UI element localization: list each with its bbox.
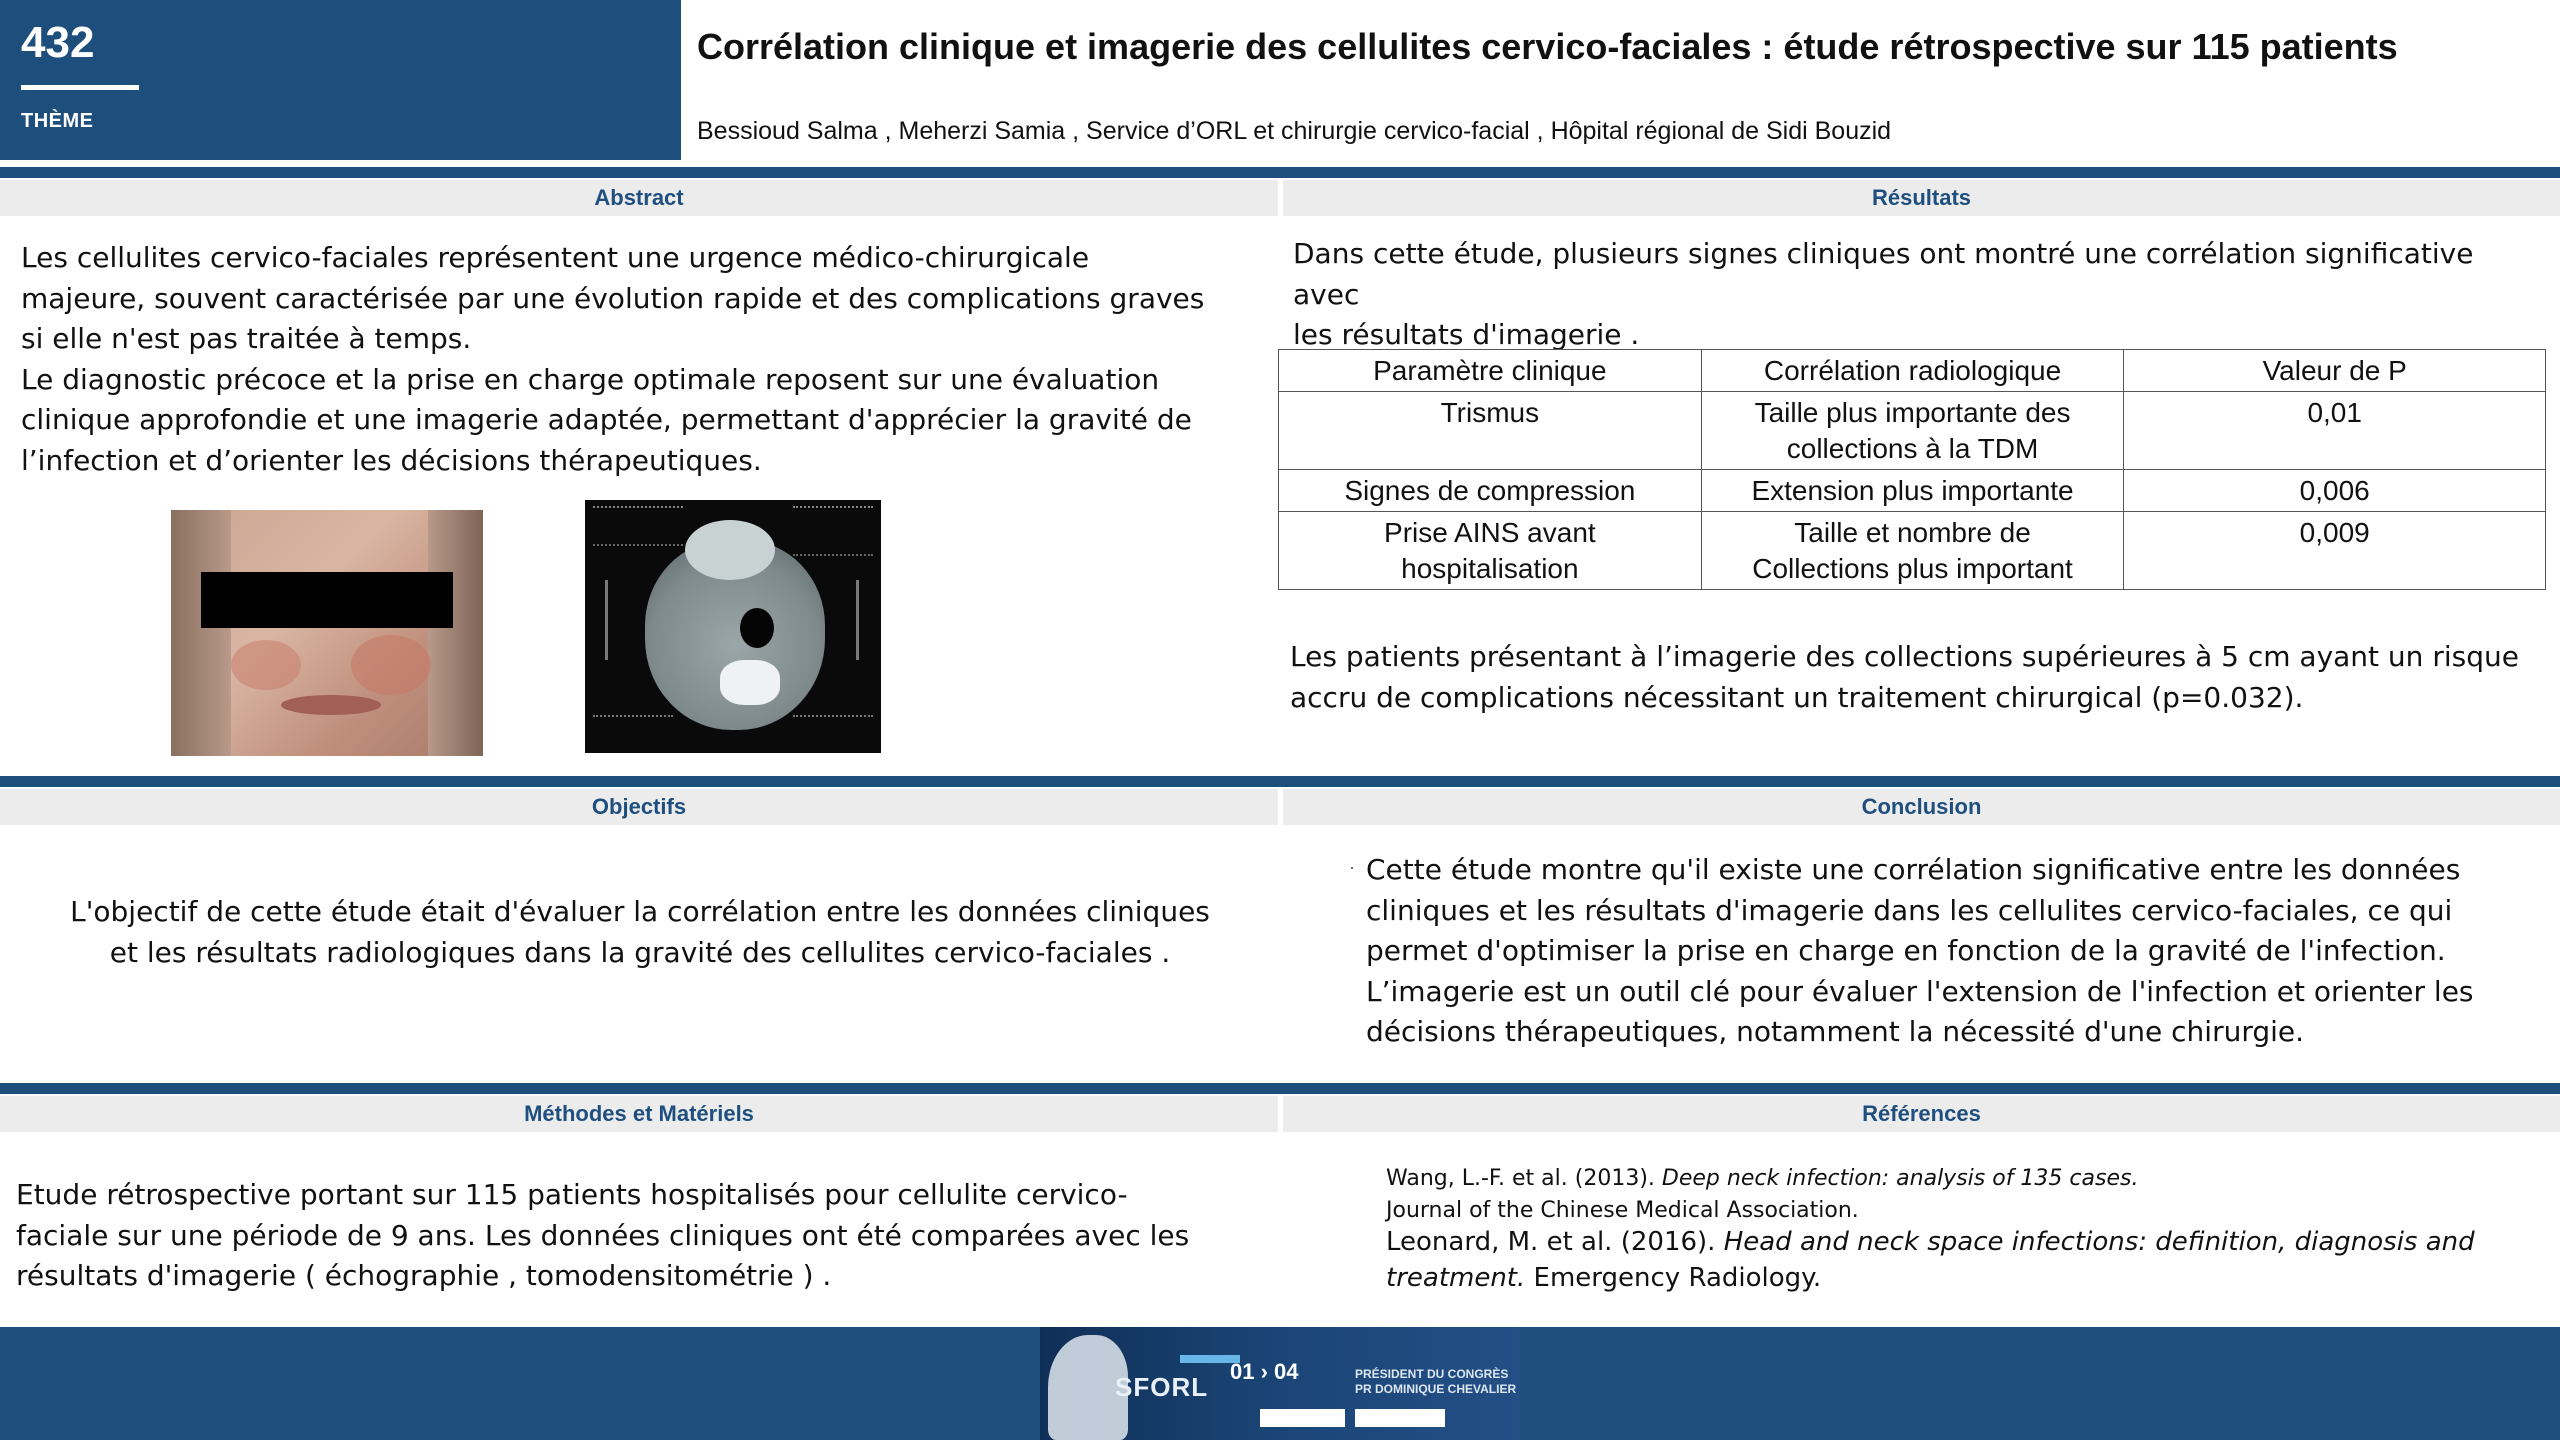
conclusion-line: L’imagerie est un outil clé pour évaluer l'extension de l'infection et orienter les: [1366, 974, 2474, 1008]
reference-2-authors: Leonard, M. et al. (2016).: [1386, 1227, 1724, 1257]
table-cell-param: [1279, 512, 1702, 590]
conclusion-text: [1366, 850, 2551, 1053]
badge-divider: [21, 85, 139, 90]
table-cell-p: 0,01: [2124, 392, 2546, 470]
sforl-logo: SFORL: [1115, 1372, 1209, 1402]
band-divider-middle: [0, 776, 2560, 787]
conclusion-line: cliniques et les résultats d'imagerie dans les cellulites cervico-faciales, ce qui: [1366, 893, 2453, 927]
conclusion-line: décisions thérapeutiques, notamment la nécessité d'une chirurgie.: [1366, 1015, 2305, 1048]
table-cell-corr: [1701, 392, 2124, 470]
methodes-line: faciale sur une période de 9 ans. Les données cliniques ont été comparées avec les: [16, 1218, 1190, 1252]
objectifs-line: L'objectif de cette étude était d'évaluer la corrélation entre les données cliniques: [70, 895, 1210, 928]
table-cell-corr: [1701, 470, 2124, 512]
conclusion-line: Cette étude montre qu'il existe une corrélation significative entre les données: [1366, 853, 2461, 886]
poster-authors: Bessioud Salma , Meherzi Samia , Service d’ORL et chirurgie cervico-facial , Hôpital régional de Sidi Bouzid: [697, 117, 1892, 145]
cell-line: Prise AINS avant: [1384, 517, 1596, 548]
banner-president: PRÉSIDENT DU CONGRÈS PR DOMINIQUE CHEVALIER: [1355, 1367, 1517, 1396]
section-header-methodes: [0, 1096, 1278, 1132]
cell-line: collections à la TDM: [1786, 433, 2039, 464]
resultats-outro-line: accru de complications nécessitant un traitement chirurgical (p=0.032).: [1290, 680, 2304, 714]
table-header-cell: Valeur de P: [2124, 350, 2546, 392]
resultats-intro-line: les résultats d'imagerie .: [1293, 318, 1640, 351]
abstract-line: clinique approfondie et une imagerie adaptée, permettant d'apprécier la gravité de: [21, 403, 1192, 436]
resultats-outro-line: Les patients présentant à l’imagerie des collections supérieures à 5 cm ayant un risque: [1290, 640, 2519, 673]
abstract-line: l’infection et d’orienter les décisions thérapeutiques.: [21, 443, 762, 477]
section-heading-conclusion: Conclusion: [1861, 794, 1982, 819]
table-row: [1279, 392, 2546, 470]
conclusion-line: permet d'optimiser la prise en charge en fonction de la gravité de l'infection.: [1366, 934, 2446, 967]
table-cell-p: 0,006: [2124, 470, 2546, 512]
section-heading-methodes: Méthodes et Matériels: [524, 1101, 754, 1126]
table-cell-corr: [1701, 512, 2124, 590]
conclusion-bullet: ·: [1349, 857, 1355, 877]
resultats-intro: [1293, 234, 2543, 356]
section-header-resultats: [1283, 180, 2560, 216]
patient-face-photo: [171, 510, 483, 756]
reference-2: [1386, 1224, 2546, 1296]
banner-dates: 01 › 04: [1230, 1359, 1299, 1384]
section-heading-references: Références: [1862, 1101, 1981, 1126]
reference-2-title-cont: treatment.: [1386, 1263, 1526, 1293]
section-header-conclusion: [1283, 789, 2560, 825]
cell-line: Extension plus importante: [1751, 475, 2074, 506]
poster-number-badge: [0, 0, 681, 160]
objectifs-text: [20, 892, 1260, 973]
resultats-intro-line: Dans cette étude, plusieurs signes cliniques ont montré une corrélation significative avec: [1293, 237, 2474, 311]
cell-line: Trismus: [1440, 397, 1540, 428]
resultats-outro: [1290, 637, 2540, 718]
cell-line: Signes de compression: [1344, 475, 1636, 506]
abstract-line: Les cellulites cervico-faciales représentent une urgence médico-chirurgicale: [21, 241, 1090, 274]
abstract-line: si elle n'est pas traitée à temps.: [21, 322, 472, 355]
table-row: [1279, 512, 2546, 590]
privacy-censor-bar: [201, 572, 453, 628]
reference-2-title: Head and neck space infections: definition, diagnosis and: [1723, 1227, 2475, 1257]
theme-label: THÈME: [21, 110, 94, 132]
banner-partner-logo: [1260, 1409, 1345, 1427]
cell-line: Taille plus importante des: [1754, 397, 2071, 428]
poster-number: 432: [21, 18, 95, 67]
table-cell-param: [1279, 392, 1702, 470]
band-divider-bottom: [0, 1083, 2560, 1094]
banner-partner-logo: [1355, 1409, 1445, 1427]
abstract-line: Le diagnostic précoce et la prise en charge optimale reposent sur une évaluation: [21, 362, 1160, 396]
cell-line: hospitalisation: [1401, 553, 1579, 584]
section-heading-abstract: Abstract: [594, 185, 684, 210]
table-header-cell: Paramètre clinique: [1279, 350, 1702, 392]
section-header-objectifs: [0, 789, 1278, 825]
table-row: [1279, 470, 2546, 512]
abstract-text: [21, 238, 1261, 481]
reference-1-journal: Journal of the Chinese Medical Association.: [1386, 1198, 1859, 1223]
methodes-text: [16, 1175, 1261, 1297]
band-divider-top: [0, 167, 2560, 178]
objectifs-line: et les résultats radiologiques dans la gravité des cellulites cervico-faciales .: [109, 935, 1171, 969]
section-heading-resultats: Résultats: [1871, 185, 1972, 210]
reference-2-journal: Emergency Radiology.: [1525, 1263, 1822, 1293]
table-header-row: [1279, 350, 2546, 392]
methodes-line: résultats d'imagerie ( échographie , tomodensitométrie ) .: [16, 1259, 832, 1292]
poster-title: Corrélation clinique et imagerie des cellulites cervico-faciales : étude rétrospective sur 115 patients: [697, 26, 2398, 67]
table-cell-param: [1279, 470, 1702, 512]
reference-2-line-2: [1386, 1260, 2546, 1296]
section-header-references: [1283, 1096, 2560, 1132]
methodes-line: Etude rétrospective portant sur 115 patients hospitalisés pour cellulite cervico-: [16, 1178, 1128, 1211]
table-header-cell: Corrélation radiologique: [1701, 350, 2124, 392]
abstract-line: majeure, souvent caractérisée par une évolution rapide et des complications graves: [21, 281, 1205, 315]
reference-1-authors: Wang, L.-F. et al. (2013).: [1386, 1166, 1662, 1191]
results-table: [1278, 349, 2546, 590]
section-heading-objectifs: Objectifs: [591, 794, 687, 819]
cell-line: Collections plus important: [1752, 553, 2073, 584]
reference-1: [1386, 1162, 2546, 1195]
congress-banner: [1040, 1327, 1520, 1440]
cell-line: Taille et nombre de: [1794, 517, 2031, 548]
reference-1-title: Deep neck infection: analysis of 135 cases.: [1661, 1166, 2139, 1191]
reference-2-line-1: [1386, 1224, 2546, 1260]
ct-scan-image: [585, 500, 881, 753]
table-cell-p: 0,009: [2124, 512, 2546, 590]
section-header-abstract: [0, 180, 1278, 216]
